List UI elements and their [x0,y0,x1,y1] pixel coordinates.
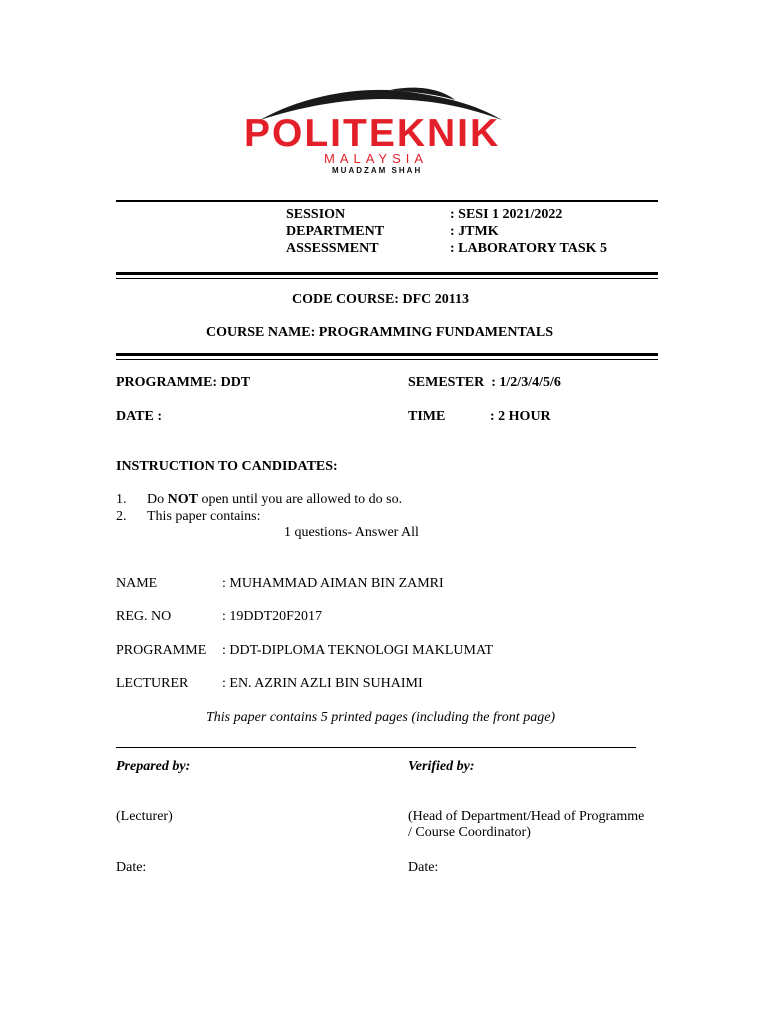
time-value: : 2 HOUR [490,409,551,424]
date-label: DATE : [116,409,163,424]
logo-wordmark: POLITEKNIK [244,112,501,155]
student-programme-label: PROGRAMME [116,643,207,658]
head-role-line1: (Head of Department/Head of Programme [408,809,645,824]
name-label: NAME [116,576,158,591]
lecturer-role: (Lecturer) [116,809,173,824]
semester: SEMESTER : 1/2/3/4/5/6 [408,375,561,390]
head-role-line2: / Course Coordinator) [408,825,531,840]
prepared-by-label: Prepared by: [116,759,191,774]
instruction-item [116,492,402,508]
logo-country: MALAYSIA [324,151,429,166]
instructions-heading: INSTRUCTION TO CANDIDATES: [116,459,338,474]
session-value: : SESI 1 2021/2022 [450,207,563,222]
course-bottom-rule-thick [116,353,658,356]
page-count-note: This paper contains 5 printed pages (including the front page) [206,710,556,725]
header-top-rule [116,200,658,202]
reg-label: REG. NO [116,609,172,624]
instruction-number: 2. [116,509,127,524]
assessment-label: ASSESSMENT [286,241,379,256]
session-label: SESSION [286,207,346,222]
logo-campus: MUADZAM SHAH [332,166,423,175]
instruction-emphasis: NOT [167,492,198,507]
course-bottom-rule-thin [116,359,658,360]
course-code: CODE COURSE: DFC 20113 [292,292,469,307]
instruction-text: Do [147,492,168,507]
instruction-number: 1. [116,492,127,507]
assessment-value: : LABORATORY TASK 5 [450,241,608,256]
reg-value: : 19DDT20F2017 [222,609,322,624]
department-label: DEPARTMENT [286,224,385,239]
lecturer-label: LECTURER [116,676,189,691]
course-name: COURSE NAME: PROGRAMMING FUNDAMENTALS [206,325,554,340]
lecturer-value: : EN. AZRIN AZLI BIN SUHAIMI [222,676,423,691]
verified-by-label: Verified by: [408,759,475,774]
session-bottom-rule-thick [116,272,658,275]
programme-code: PROGRAMME: DDT [116,375,251,390]
signoff-rule [116,747,636,748]
department-value: : JTMK [450,224,499,239]
instruction-text: This paper contains: [147,509,261,524]
instruction-text-rest: open until you are allowed to do so. [197,492,403,507]
time-label: TIME [408,409,446,424]
name-value: : MUHAMMAD AIMAN BIN ZAMRI [222,576,444,591]
session-bottom-rule-thin [116,278,658,279]
instruction-subline: 1 questions- Answer All [284,525,419,540]
student-programme-value: : DDT-DIPLOMA TEKNOLOGI MAKLUMAT [222,643,494,658]
politeknik-logo [240,80,525,180]
prepared-date-label: Date: [116,860,147,875]
verified-date-label: Date: [408,860,439,875]
instruction-item [116,509,261,525]
